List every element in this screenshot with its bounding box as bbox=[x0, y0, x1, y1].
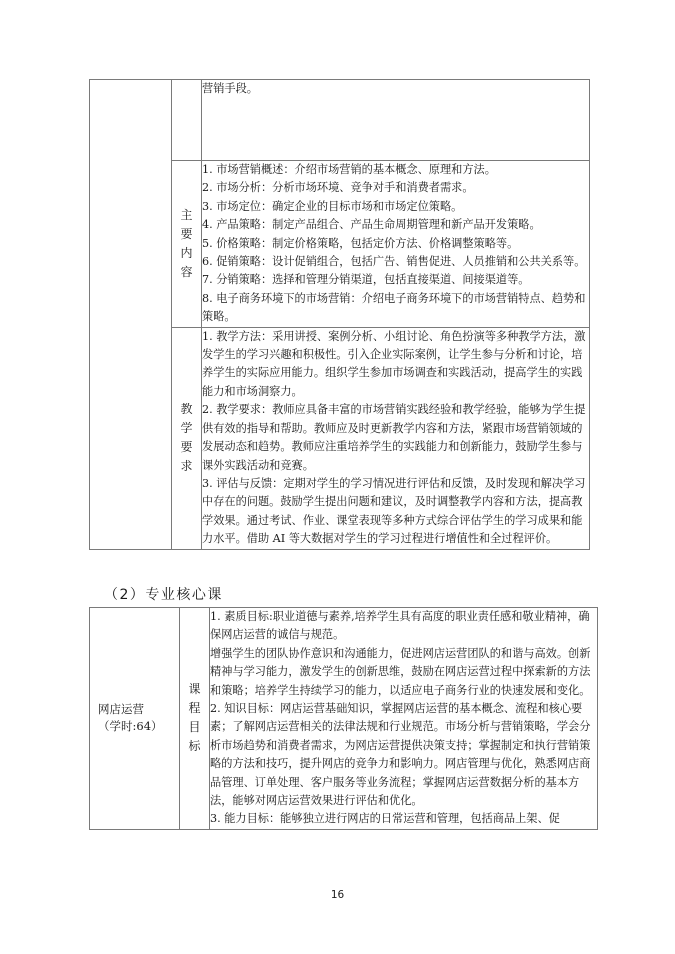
requirement-item: 3. 评估与反馈：定期对学生的学习情况进行评估和反馈，及时发现和解决学习中存在的问题。鼓励学生提出问题和建议，及时调整教学内容和方法，提高教学效果。通过考试、作业、课堂表现等多种方式综合评估学生的学习成果和能力水平。借助 AI 等大数据对学生的学习过程进行增值性和全过程评价。 bbox=[202, 476, 586, 546]
objective-item: 3. 能力目标：能够独立进行网店的日常运营和管理，包括商品上架、促 bbox=[210, 812, 560, 826]
label-char: 程 bbox=[188, 701, 201, 716]
content-item: 5. 价格策略：制定价格策略，包括定价方法、价格调整策略等。 bbox=[202, 236, 519, 250]
label-char: 课 bbox=[188, 682, 201, 697]
course-name-cell bbox=[90, 608, 180, 830]
course-table-marketing bbox=[89, 79, 590, 550]
label-char: 标 bbox=[188, 739, 201, 754]
label-char: 目 bbox=[188, 720, 201, 735]
teaching-requirements-cell bbox=[202, 327, 590, 549]
label-char: 教 bbox=[180, 402, 193, 417]
course-objectives-cell bbox=[210, 608, 598, 830]
continued-text-cell bbox=[202, 80, 590, 161]
main-content-label bbox=[172, 161, 202, 328]
content-item: 1. 市场营销概述：介绍市场营销的基本概念、原理和方法。 bbox=[202, 163, 496, 176]
content-item: 4. 产品策略：制定产品组合、产品生命周期管理和新产品开发策略。 bbox=[202, 218, 541, 232]
requirement-item: 1. 教学方法：采用讲授、案例分析、小组讨论、角色扮演等多种教学方法，激发学生的学习兴趣和积极性。引入企业实际案例，让学生参与分析和讨论，培养学生的实际应用能力。组织学生参加市场调查和实践活动，提高学生的实践能力和市场洞察力。 bbox=[202, 329, 586, 398]
objective-item: 2. 知识目标：网店运营基础知识，掌握网店运营的基本概念、流程和核心要素；了解网店运营相关的法律法规和行业规范。市场分析与营销策略，学会分析市场趋势和消费者需求，为网店运营提供决策支持；掌握制定和执行营销策略的方法和技巧，提升网店的竞争力和影响力。网店管理与优化，熟悉网店商品管理、订单处理、客户服务等业务流程；掌握网店运营数据分析的基本方法，能够对网店运营效果进行评估和优化。 bbox=[210, 702, 591, 808]
course-hours: （学时:64） bbox=[98, 719, 163, 734]
label-cell-empty bbox=[172, 80, 202, 161]
content-item: 2. 市场分析：分析市场环境、竞争对手和消费者需求。 bbox=[202, 181, 474, 195]
page-number: 16 bbox=[330, 889, 345, 901]
label-char: 容 bbox=[180, 264, 193, 279]
label-char: 要 bbox=[180, 440, 193, 455]
objective-item: 1. 素质目标:职业道德与素养,培养学生具有高度的职业责任感和敬业精神，确保网店运营的诚信与规范。 bbox=[210, 610, 590, 642]
content-item: 8. 电子商务环境下的市场营销：介绍电子商务环境下的市场营销特点、趋势和策略。 bbox=[202, 291, 586, 324]
content-item: 6. 促销策略：设计促销组合，包括广告、销售促进、人员推销和公共关系等。 bbox=[202, 255, 586, 269]
label-char: 要 bbox=[180, 226, 193, 241]
course-name-cell bbox=[90, 80, 172, 550]
content-item: 7. 分销策略：选择和管理分销渠道，包括直接渠道、间接渠道等。 bbox=[202, 273, 530, 287]
label-char: 内 bbox=[180, 245, 193, 260]
teaching-requirements-label bbox=[172, 327, 202, 549]
continued-text: 营销手段。 bbox=[202, 82, 258, 95]
objective-item: 增强学生的团队协作意识和沟通能力，促进网店运营团队的和谐与高效。创新精神与学习能力，激发学生的创新思维，鼓励在网店运营过程中探索新的方法和策略；培养学生持续学习的能力，以适应电子商务行业的快速发展和变化。 bbox=[210, 646, 591, 697]
section-heading: （2）专业核心课 bbox=[104, 587, 223, 603]
label-char: 求 bbox=[180, 459, 193, 474]
requirement-item: 2. 教学要求：教师应具备丰富的市场营销实践经验和教学经验，能够为学生提供有效的指导和帮助。教师应及时更新教学内容和方法，紧跟市场营销领域的发展动态和趋势。教师应注重培养学生的实践能力和创新能力，鼓励学生参与课外实践活动和竞赛。 bbox=[202, 403, 586, 472]
content-item: 3. 市场定位：确定企业的目标市场和市场定位策略。 bbox=[202, 199, 463, 213]
label-char: 主 bbox=[180, 207, 193, 222]
course-table-online-store bbox=[89, 607, 598, 830]
main-content-cell bbox=[202, 161, 590, 328]
label-char: 学 bbox=[180, 421, 193, 436]
course-name: 网店运营 bbox=[98, 702, 144, 717]
course-objectives-label bbox=[180, 608, 210, 830]
